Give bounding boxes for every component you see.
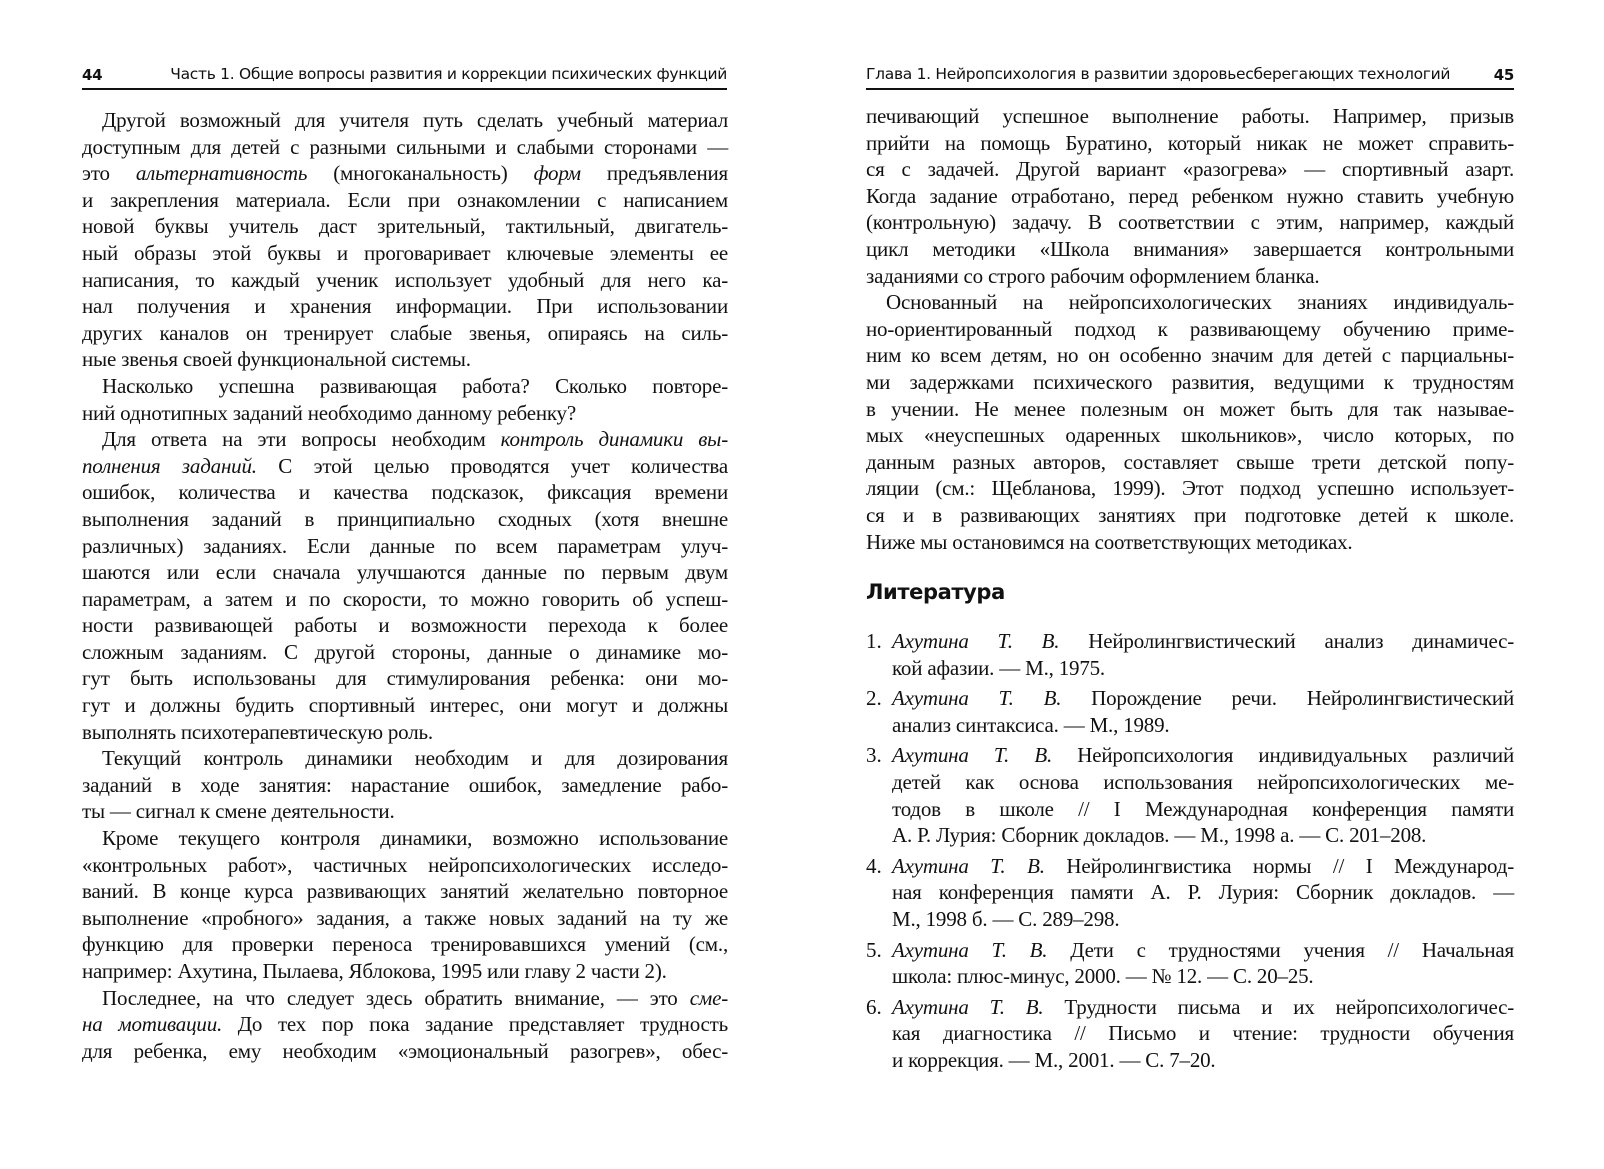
text-line: ний однотипных заданий необходимо данному ребенку? bbox=[82, 400, 576, 425]
text-line: ним ко всем детям, но он особенно значим для детей с парциальны- bbox=[866, 343, 1514, 368]
left-page bbox=[0, 0, 800, 1169]
running-head-right bbox=[866, 58, 1514, 90]
text-line: ошибок, количества и качества подсказок, фиксация времени bbox=[82, 480, 728, 505]
text-line: нал получения и хранения информации. При использовании bbox=[82, 294, 728, 319]
text-line: ляции (см.: Щебланова, 1999). Этот подход успешно использует- bbox=[866, 476, 1514, 501]
running-head-title: Глава 1. Нейропсихология в развитии здоровьесберегающих технологий bbox=[866, 65, 1451, 83]
text-line: других каналов он тренирует слабые звенья, опираясь на силь- bbox=[82, 320, 728, 345]
text-line: ми задержками психического развития, ведущими к трудностям bbox=[866, 369, 1514, 394]
text-line: функцию для проверки переноса тренировавшихся умений (см., bbox=[82, 932, 728, 957]
reference-item bbox=[866, 937, 1514, 990]
text-line: кой афазии. — М., 1975. bbox=[892, 655, 1105, 680]
running-head-title: Часть 1. Общие вопросы развития и коррекции психических функций bbox=[170, 65, 727, 83]
page-number: 44 bbox=[82, 66, 103, 84]
reference-number: 6. bbox=[866, 994, 882, 1019]
text-line: Для ответа на эти вопросы необходим контроль динамики вы- bbox=[102, 427, 728, 452]
reference-number: 1. bbox=[866, 629, 882, 653]
text-line: шаются или если сначала улучшаются данные по первым двум bbox=[82, 560, 728, 585]
text-line: выполнения заданий в принципиально сходных (хотя внешне bbox=[82, 506, 728, 531]
reference-number: 5. bbox=[866, 937, 882, 962]
running-head-left bbox=[82, 58, 727, 90]
text-line: например: Ахутина, Пылаева, Яблокова, 1995 или главу 2 части 2). bbox=[82, 959, 667, 983]
text-line: данным разных авторов, составляет свыше трети детской попу- bbox=[866, 449, 1514, 474]
reference-item bbox=[866, 742, 1514, 848]
text-line: Ахутина Т. В. Трудности письма и их нейропсихологичес- bbox=[892, 994, 1515, 1019]
text-line: сложным заданиям. С другой стороны, данные о динамике мо- bbox=[82, 639, 728, 664]
text-line: и коррекция. — М., 2001. — С. 7–20. bbox=[892, 1047, 1216, 1072]
right-page bbox=[800, 0, 1604, 1169]
text-line: гут и должны будить спортивный интерес, они могут и должны bbox=[82, 693, 728, 718]
references-heading: Литература bbox=[866, 580, 1005, 604]
text-line: Ахутина Т. В. Порождение речи. Нейролингвистический bbox=[892, 686, 1515, 711]
text-line: Ахутина Т. В. Дети с трудностями учения // Начальная bbox=[892, 937, 1515, 962]
reference-item bbox=[866, 853, 1514, 933]
body-text bbox=[866, 103, 1514, 555]
text-line: ные звенья своей функциональной системы. bbox=[82, 347, 471, 372]
reference-item bbox=[866, 628, 1514, 681]
text-line: (контрольную) задачу. В соответствии с этим, например, каждый bbox=[866, 210, 1514, 235]
text-line: новой буквы учитель даст зрительный, тактильный, двигатель- bbox=[82, 214, 728, 239]
text-line: Ахутина Т. В. Нейролингвистика нормы // I Международ- bbox=[892, 853, 1515, 878]
page-number: 45 bbox=[1493, 66, 1514, 84]
reference-item bbox=[866, 994, 1514, 1074]
text-line: ся и в развивающих занятиях при подготовке детей к школе. bbox=[866, 502, 1514, 527]
text-line: в учении. Не менее полезным он может быть для так называе- bbox=[866, 396, 1514, 421]
text-line: Насколько успешна развивающая работа? Сколько повторе- bbox=[102, 373, 728, 398]
text-line: для ребенка, ему необходим «эмоциональный разогрев», обес- bbox=[82, 1038, 728, 1063]
text-line: доступным для детей с разными сильными и слабыми сторонами — bbox=[82, 134, 728, 159]
reference-number: 4. bbox=[866, 853, 882, 878]
text-line: кая диагностика // Письмо и чтение: трудности обучения bbox=[892, 1021, 1514, 1046]
text-line: ты — сигнал к смене деятельности. bbox=[82, 799, 395, 824]
text-line: ный образы этой буквы и проговаривает ключевые элементы ее bbox=[82, 240, 728, 265]
text-line: детей как основа использования нейропсихологических ме- bbox=[892, 769, 1514, 794]
text-line: Последнее, на что следует здесь обратить внимание, — это сме- bbox=[102, 985, 728, 1010]
text-line: заданий в ходе занятия: нарастание ошибок, замедление рабо- bbox=[82, 772, 728, 797]
text-line: написания, то каждый ученик использует удобный для него ка- bbox=[82, 267, 728, 292]
text-line: это альтернативность (многоканальность) форм предъявления bbox=[82, 161, 729, 186]
text-line: параметрам, а затем и по скорости, то можно говорить об успеш- bbox=[82, 586, 728, 611]
text-line: цикл методики «Школа внимания» завершается контрольными bbox=[866, 236, 1514, 261]
text-line: ная конференция памяти А. Р. Лурия: Сборник докладов. — bbox=[892, 880, 1514, 905]
text-line: полнения заданий. С этой целью проводятся учет количества bbox=[82, 453, 728, 478]
text-line: мых «неуспешных одаренных школьников», число которых, по bbox=[866, 423, 1514, 448]
text-line: но-ориентированный подход к развивающему обучению приме- bbox=[866, 316, 1514, 341]
text-line: заданиями со строго рабочим оформлением бланка. bbox=[866, 263, 1320, 288]
text-line: гут быть использованы для стимулирования ребенка: они мо- bbox=[82, 666, 728, 691]
text-line: школа: плюс-минус, 2000. — № 12. — С. 20–25. bbox=[892, 964, 1314, 989]
text-line: ся с задачей. Другой вариант «разогрева» — спортивный азарт. bbox=[866, 157, 1514, 182]
text-line: и закрепления материала. Если при ознакомлении с написанием bbox=[82, 187, 728, 212]
text-line: Другой возможный для учителя путь сделать учебный материал bbox=[102, 108, 728, 132]
text-line: Текущий контроль динамики необходим и для дозирования bbox=[102, 746, 728, 771]
reference-item bbox=[866, 685, 1514, 738]
text-line: ваний. В конце курса развивающих занятий желательно повторное bbox=[82, 879, 728, 904]
text-line: выполнение «пробного» задания, а также новых заданий на ту же bbox=[82, 905, 728, 930]
text-line: тодов в школе // I Международная конференция памяти bbox=[892, 796, 1514, 821]
text-line: Когда задание отработано, перед ребенком нужно ставить учебную bbox=[866, 183, 1514, 208]
text-line: «контрольных работ», частичных нейропсихологических исследо- bbox=[82, 852, 728, 877]
body-text bbox=[82, 107, 728, 1064]
text-line: А. Р. Лурия: Сборник докладов. — М., 1998 а. — С. 201–208. bbox=[892, 823, 1427, 848]
references-list bbox=[866, 628, 1514, 1078]
text-line: на мотивации. До тех пор пока задание представляет трудность bbox=[82, 1012, 729, 1037]
text-line: Ахутина Т. В. Нейропсихология индивидуальных различий bbox=[892, 743, 1514, 768]
text-line: ности развивающей работы и возможности перехода к более bbox=[82, 613, 728, 638]
text-line: печивающий успешное выполнение работы. Например, призыв bbox=[866, 104, 1514, 128]
text-line: анализ синтаксиса. — М., 1989. bbox=[892, 712, 1170, 737]
text-line: выполнять психотерапевтическую роль. bbox=[82, 719, 433, 744]
text-line: прийти на помощь Буратино, который никак не может справить- bbox=[866, 130, 1514, 155]
text-line: М., 1998 б. — С. 289–298. bbox=[892, 906, 1120, 931]
text-line: Основанный на нейропсихологических знаниях индивидуаль- bbox=[886, 290, 1514, 315]
text-line: Ахутина Т. В. Нейролингвистический анализ динамичес- bbox=[892, 629, 1514, 653]
text-line: Кроме текущего контроля динамики, возможно использование bbox=[102, 826, 728, 851]
text-line: Ниже мы остановимся на соответствующих методиках. bbox=[866, 529, 1353, 554]
reference-number: 3. bbox=[866, 743, 882, 768]
reference-number: 2. bbox=[866, 686, 882, 711]
text-line: различных) заданиях. Если данные по всем параметрам улуч- bbox=[82, 533, 728, 558]
